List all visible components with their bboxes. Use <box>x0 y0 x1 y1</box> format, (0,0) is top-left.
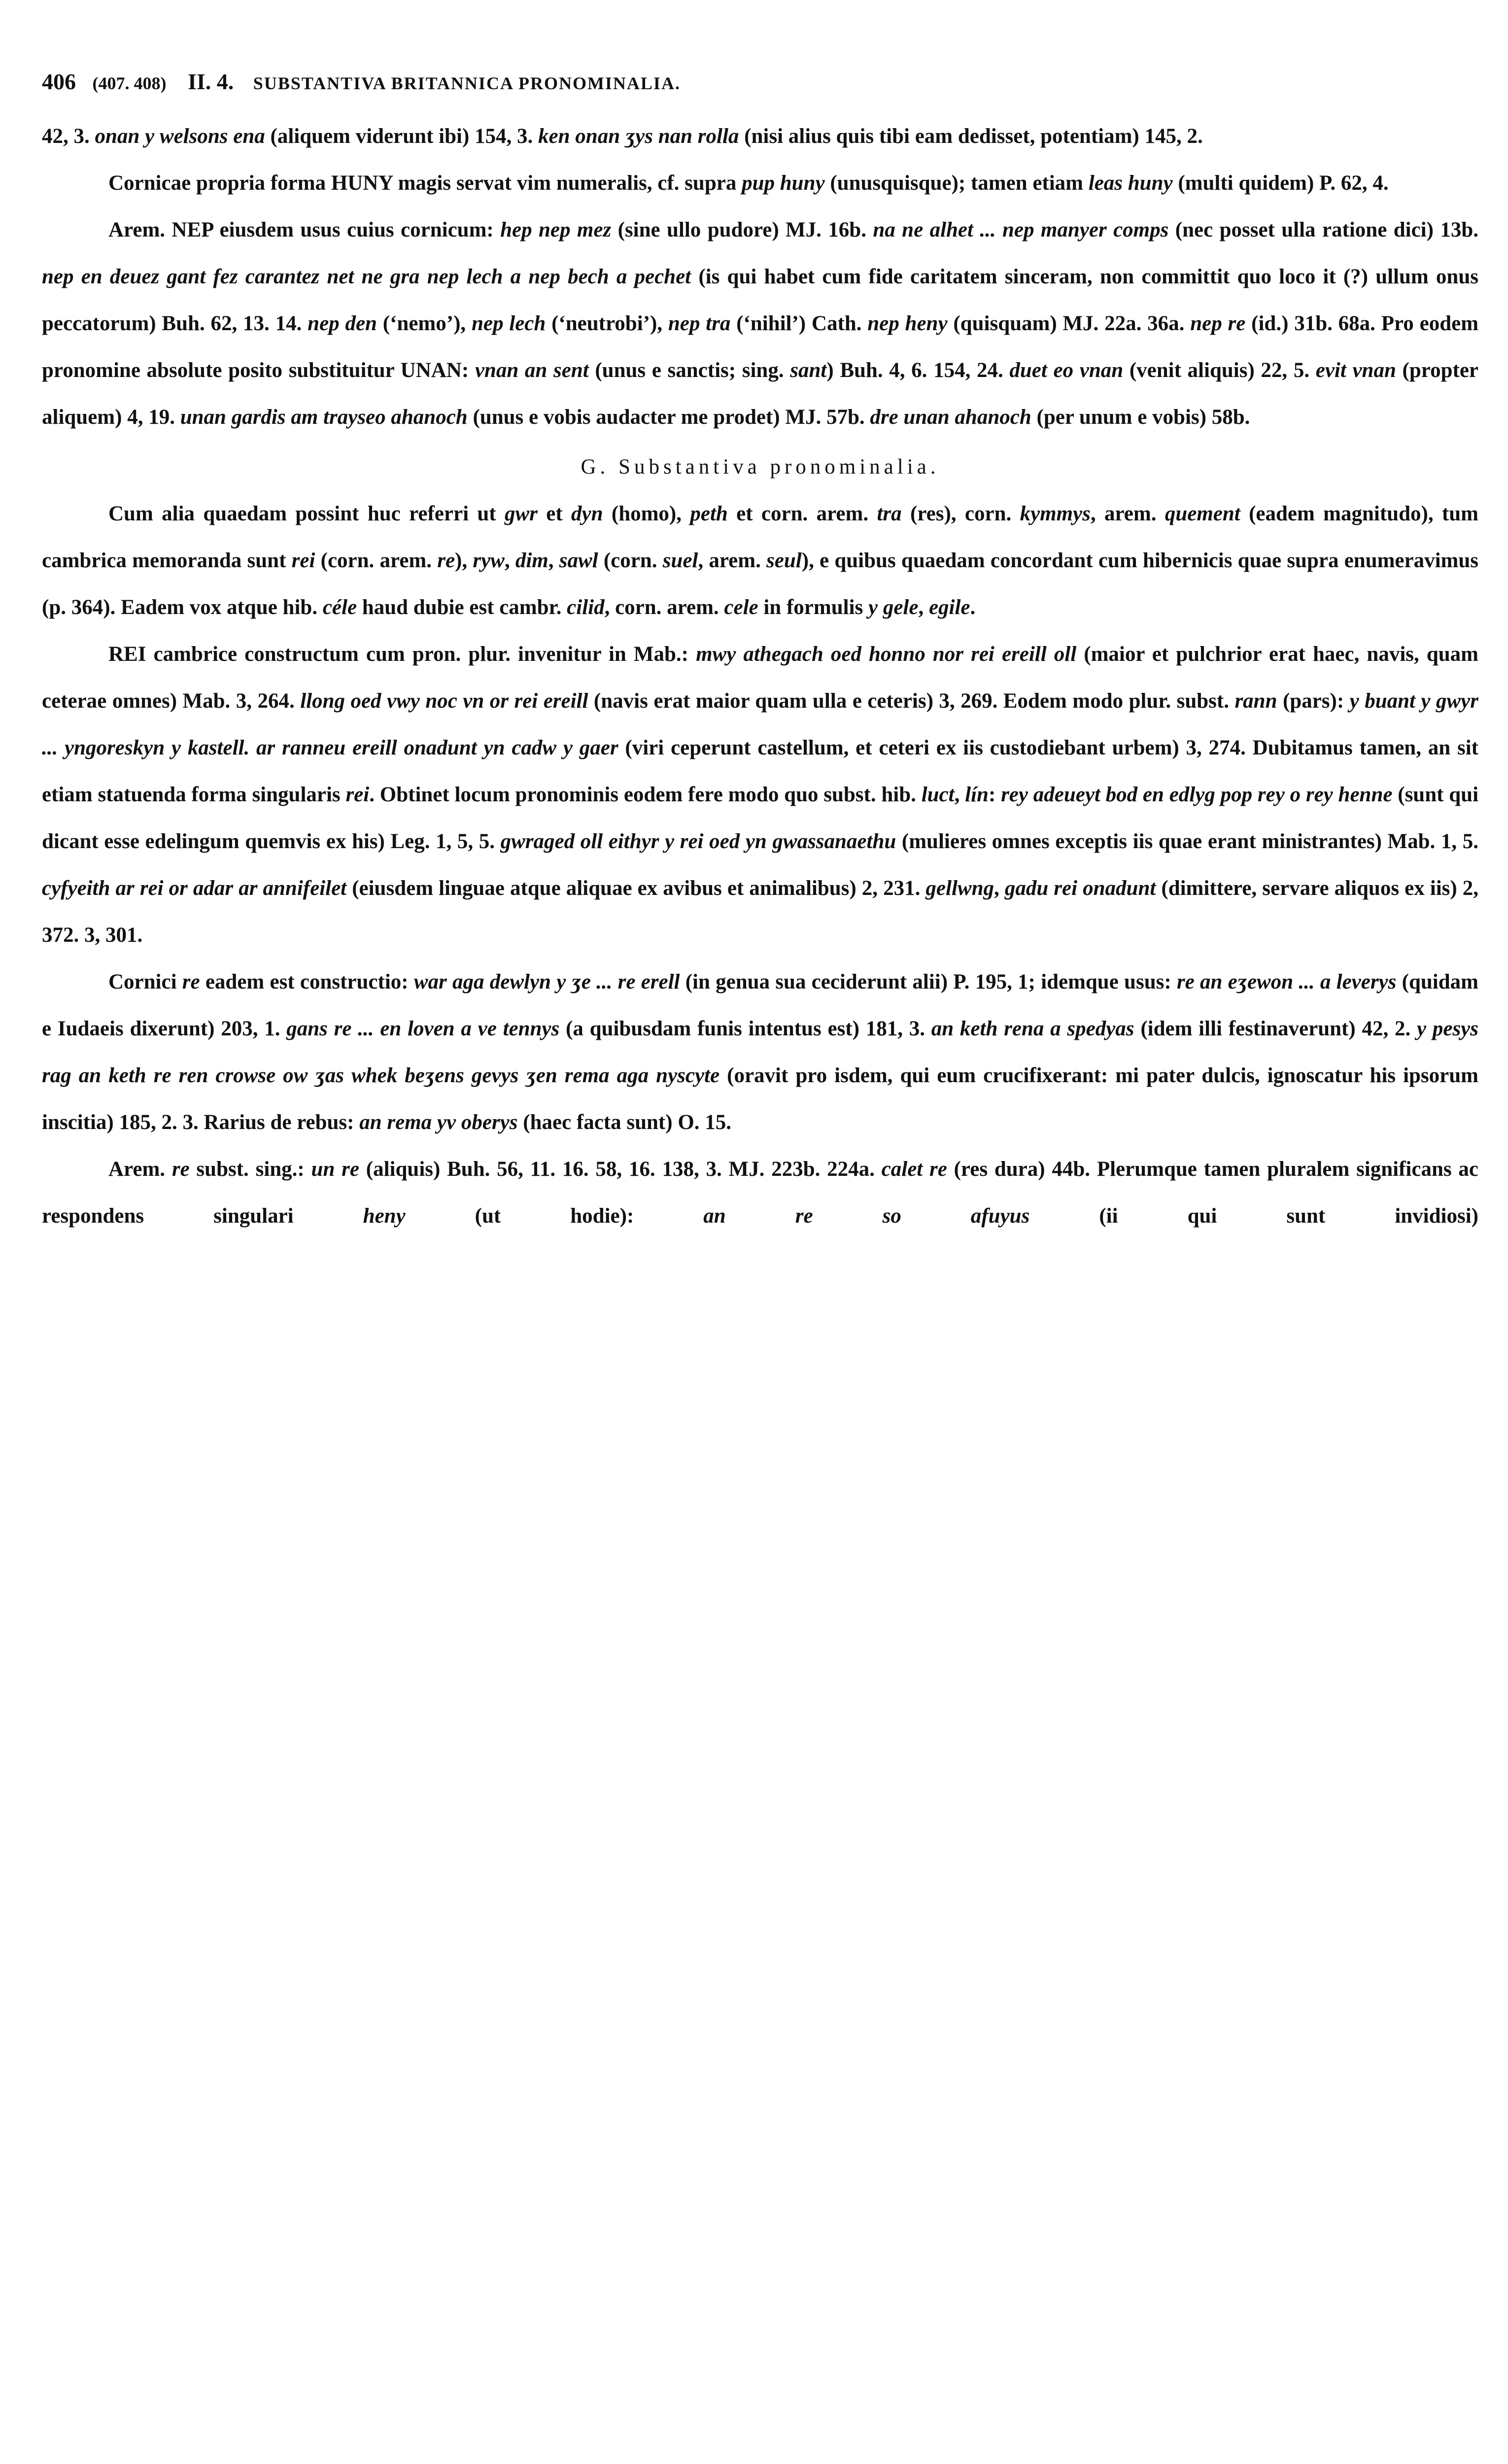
cited-form: sawl <box>559 549 598 572</box>
cited-form: dyn <box>571 502 603 525</box>
cited-form: re <box>171 1158 190 1181</box>
cited-form: an keth rena a spedyas <box>931 1017 1134 1040</box>
paragraph <box>42 490 1478 631</box>
cited-form: re an eʒewon ... a leverys <box>1176 970 1397 993</box>
latin-text: (‘nihil’) Cath. <box>730 312 868 335</box>
cited-form: tra <box>877 502 902 525</box>
cited-form: gellwng <box>925 877 994 900</box>
latin-text: (oravit pro isdem, qui eum crucifixerant: mi pater dulcis, ignoscatur his ipsorum inscitia) 185, 2. 3. Rarius de rebus: <box>42 1064 1478 1134</box>
cited-form: vnan an sent <box>475 359 589 382</box>
latin-text: (per unum e vobis) 58b. <box>1031 406 1250 429</box>
cited-form: rei <box>291 549 315 572</box>
paragraph <box>42 206 1478 441</box>
latin-text: (viri ceperunt castellum, et ceteri ex iis custodiebant urbem) 3, 274. Dubitamus tamen, an sit etiam statuenda forma singularis <box>42 736 1478 806</box>
cited-form: evit vnan <box>1315 359 1396 382</box>
latin-text: : <box>988 783 1001 806</box>
cited-form: nep heny <box>867 312 948 335</box>
latin-text: 42, 3. <box>42 125 95 148</box>
cited-form: duet eo vnan <box>1009 359 1124 382</box>
latin-text: (unusquisque); tamen etiam <box>824 171 1089 195</box>
cited-form: y pesys rag an keth re ren crowse ow ʒas whek beʒens gevys ʒen rema aga nyscyte <box>42 1017 1478 1087</box>
latin-text: subst. sing.: <box>189 1158 311 1181</box>
latin-text: (haec facta sunt) O. 15. <box>517 1111 732 1134</box>
paragraph <box>42 1146 1478 1239</box>
paragraph <box>42 113 1478 160</box>
latin-text: (nec posset ulla ratione dici) 13b. <box>1168 218 1478 241</box>
latin-text: (idem illi festinaverunt) 42, 2. <box>1134 1017 1417 1040</box>
cited-form: dim <box>515 549 548 572</box>
cited-form: nep lech <box>471 312 546 335</box>
latin-text: . <box>970 596 976 619</box>
cited-form: pup huny <box>742 171 825 195</box>
cited-form: suel <box>662 549 698 572</box>
original-page-refs: (407. 408) <box>92 73 167 93</box>
cited-form: cele <box>724 596 758 619</box>
latin-text: (aliquem viderunt ibi) 154, 3. <box>265 125 539 148</box>
latin-text: (unus e sanctis; sing. <box>588 359 790 382</box>
latin-text: Cornici <box>108 970 182 993</box>
latin-text: (eiusdem linguae atque aliquae ex avibus et animalibus) 2, 231. <box>346 877 926 900</box>
latin-text: haud dubie est cambr. <box>357 596 567 619</box>
latin-text: (sine ullo pudore) MJ. 16b. <box>611 218 873 241</box>
latin-text: (is qui habet cum fide caritatem sinceram, non committit quo loco it (?) ullum onus peccatorum) Buh. 62, 13. 14. <box>42 265 1478 335</box>
latin-text: (dimittere, servare aliquos ex iis) 2, 372. 3, 301. <box>42 877 1479 947</box>
latin-text: (venit aliquis) 22, 5. <box>1123 359 1316 382</box>
latin-text: (propter aliquem) 4, 19. <box>42 359 1478 429</box>
latin-text: et <box>537 502 572 525</box>
latin-text: (ii qui sunt invidiosi) <box>1029 1204 1478 1228</box>
latin-text: . Obtinet locum pronominis eodem fere modo quo subst. hib. <box>369 783 922 806</box>
cited-form: seul <box>766 549 802 572</box>
latin-text: (res dura) 44b. Plerumque tamen pluralem significans ac respondens singulari <box>42 1158 1478 1228</box>
cited-form: ken onan ʒys nan rolla <box>538 125 739 148</box>
cited-form: rei <box>345 783 370 806</box>
cited-form: kymmys <box>1020 502 1091 525</box>
cited-form: nep den <box>308 312 377 335</box>
cited-form: unan gardis am trayseo ahanoch <box>180 406 468 429</box>
cited-form: gans re ... en loven a ve tennys <box>286 1017 560 1040</box>
paragraph <box>42 631 1478 958</box>
latin-text: Cornicae propria forma HUNY magis servat vim numeralis, cf. supra <box>108 171 742 195</box>
latin-text: ) Buh. 4, 6. 154, 24. <box>826 359 1010 382</box>
cited-form: luct <box>921 783 955 806</box>
latin-text: (corn. arem. <box>315 549 438 572</box>
latin-text: (multi quidem) P. 62, 4. <box>1172 171 1389 195</box>
cited-form: leas huny <box>1088 171 1173 195</box>
latin-text: (unus e vobis audacter me prodet) MJ. 57b. <box>467 406 870 429</box>
cited-form: peth <box>690 502 728 525</box>
cited-form: cyfyeith ar rei or adar ar annifeilet <box>42 877 347 900</box>
cited-form: un re <box>311 1158 359 1181</box>
latin-text: , <box>994 877 1005 900</box>
latin-text: (quidam e Iudaeis dixerunt) 203, 1. <box>42 970 1478 1040</box>
latin-text: , <box>918 596 929 619</box>
latin-text: Arem. NEP eiusdem usus cuius cornicum: <box>108 218 501 241</box>
latin-text: et corn. arem. <box>727 502 877 525</box>
latin-text: (quisquam) MJ. 22a. 36a. <box>947 312 1191 335</box>
page-number: 406 <box>42 69 76 94</box>
section-number: II. 4. <box>187 69 234 94</box>
cited-form: quement <box>1165 502 1240 525</box>
latin-text: (pars): <box>1277 689 1350 713</box>
latin-text: (nisi alius quis tibi eam dedisset, potentiam) 145, 2. <box>739 125 1203 148</box>
latin-text: (mulieres omnes exceptis iis quae erant ministrantes) Mab. 1, 5. <box>896 830 1479 853</box>
cited-form: onan y welsons ena <box>95 125 265 148</box>
cited-form: ryw <box>473 549 505 572</box>
cited-form: nep re <box>1190 312 1246 335</box>
cited-form: y gele <box>868 596 919 619</box>
latin-text: (a quibusdam funis intentus est) 181, 3. <box>559 1017 931 1040</box>
latin-text: , <box>954 783 965 806</box>
cited-form: an re so afuyus <box>703 1204 1030 1228</box>
latin-text: (corn. <box>598 549 663 572</box>
latin-text: (‘nemo’), <box>377 312 472 335</box>
section-heading: G. Substantiva pronominalia. <box>581 455 940 479</box>
cited-form: mwy athegach oed honno nor rei ereill oll <box>696 643 1077 666</box>
cited-form: re <box>437 549 455 572</box>
latin-text: ), e quibus quaedam concordant cum hibernicis quae supra enumeravimus (p. 364). Eadem vox atque hib. <box>42 549 1479 619</box>
latin-text: , arem. <box>698 549 767 572</box>
cited-form: re <box>182 970 200 993</box>
latin-text: , arem. <box>1090 502 1165 525</box>
cited-form: sant <box>790 359 827 382</box>
paragraph <box>42 160 1478 206</box>
cited-form: rann <box>1234 689 1277 713</box>
latin-text: (eadem magnitudo), tum cambrica memoranda sunt <box>42 502 1478 572</box>
cited-form: llong oed vwy noc vn or rei ereill <box>300 689 588 713</box>
cited-form: dre unan ahanoch <box>870 406 1031 429</box>
latin-text: REI cambrice constructum cum pron. plur. invenitur in Mab.: <box>108 643 696 666</box>
cited-form: gadu rei onadunt <box>1004 877 1156 900</box>
cited-form: y buant y gwyr ... yngoreskyn y kastell. ar ranneu ereill onadunt yn cadw y gaer <box>42 689 1478 759</box>
latin-text: (‘neutrobi’), <box>546 312 668 335</box>
latin-text: eadem est constructio: <box>200 970 414 993</box>
cited-form: calet re <box>881 1158 947 1181</box>
cited-form: war aga dewlyn y ʒe ... re erell <box>413 970 680 993</box>
latin-text: Cum alia quaedam possint huc referri ut <box>108 502 505 525</box>
cited-form: gwraged oll eithyr y rei oed yn gwassanaethu <box>500 830 896 853</box>
cited-form: céle <box>322 596 357 619</box>
cited-form: lín <box>965 783 989 806</box>
cited-form: heny <box>363 1204 406 1228</box>
latin-text: Arem. <box>108 1158 172 1181</box>
paragraph <box>42 958 1478 1146</box>
running-title: SUBSTANTIVA BRITANNICA PRONOMINALIA. <box>253 73 681 93</box>
latin-text: , <box>548 549 559 572</box>
latin-text: (in genua sua ceciderunt alii) P. 195, 1; idemque usus: <box>680 970 1177 993</box>
cited-form: egile <box>928 596 970 619</box>
latin-text: (id.) 31b. 68a. Pro eodem pronomine absolute posito substituitur UNAN: <box>42 312 1479 382</box>
latin-text: (maior et pulchrior erat haec, navis, quam ceterae omnes) Mab. 3, 264. <box>42 643 1478 713</box>
latin-text: , <box>504 549 515 572</box>
latin-text: (homo), <box>603 502 690 525</box>
latin-text: (ut hodie): <box>405 1204 704 1228</box>
cited-form: na ne alhet ... nep manyer comps <box>873 218 1169 241</box>
cited-form: nep en deuez gant fez carantez net ne gra nep lech a nep bech a pechet <box>42 265 691 288</box>
page-body <box>42 113 1478 1239</box>
latin-text: , corn. arem. <box>604 596 724 619</box>
running-header <box>42 58 1478 107</box>
cited-form: hep nep mez <box>500 218 612 241</box>
latin-text: in formulis <box>758 596 868 619</box>
cited-form: an rema yv oberys <box>359 1111 518 1134</box>
cited-form: rey adeueyt bod en edlyg pop rey o rey henne <box>1001 783 1393 806</box>
latin-text: (res), corn. <box>901 502 1020 525</box>
latin-text: ), <box>455 549 473 572</box>
latin-text: (aliquis) Buh. 56, 11. 16. 58, 16. 138, 3. MJ. 223b. 224a. <box>359 1158 882 1181</box>
latin-text: (navis erat maior quam ulla e ceteris) 3, 269. Eodem modo plur. subst. <box>588 689 1235 713</box>
cited-form: nep tra <box>668 312 731 335</box>
cited-form: gwr <box>504 502 538 525</box>
cited-form: cilid <box>567 596 605 619</box>
latin-text: (sunt qui dicant esse edelingum quemvis ex his) Leg. 1, 5, 5. <box>42 783 1479 853</box>
